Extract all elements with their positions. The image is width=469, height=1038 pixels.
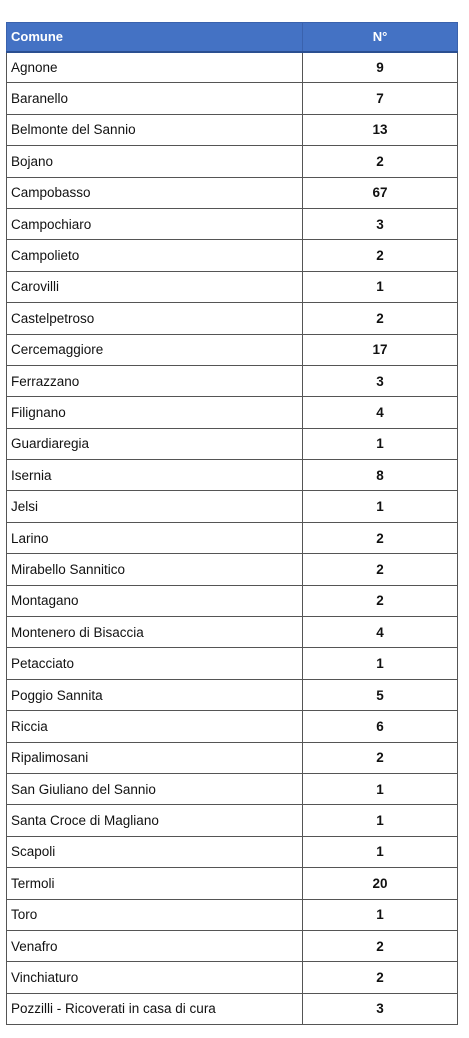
table-row [7,146,458,177]
cell-comune: Pozzilli - Ricoverati in casa di cura [7,993,303,1024]
cell-count: 2 [303,962,458,993]
table-row [7,962,458,993]
cell-comune: San Giuliano del Sannio [7,773,303,804]
cell-count: 2 [303,742,458,773]
cell-comune: Campolieto [7,240,303,271]
header-row [7,23,458,52]
cell-count: 3 [303,993,458,1024]
table-row [7,303,458,334]
cell-count: 4 [303,617,458,648]
cell-count: 5 [303,679,458,710]
cell-count: 2 [303,303,458,334]
table-row [7,836,458,867]
cell-comune: Filignano [7,397,303,428]
cell-count: 6 [303,711,458,742]
table-row [7,365,458,396]
table-row [7,334,458,365]
table-row [7,491,458,522]
table-row [7,554,458,585]
cell-comune: Montagano [7,585,303,616]
cell-count: 8 [303,460,458,491]
table-row [7,397,458,428]
cases-table-container [6,22,457,1025]
cell-count: 2 [303,585,458,616]
cell-count: 7 [303,83,458,114]
cell-comune: Montenero di Bisaccia [7,617,303,648]
table-row [7,617,458,648]
cell-count: 1 [303,271,458,302]
header-comune: Comune [7,23,303,52]
cell-comune: Isernia [7,460,303,491]
cell-count: 3 [303,365,458,396]
table-row [7,711,458,742]
table-row [7,648,458,679]
cell-count: 3 [303,208,458,239]
table-row [7,460,458,491]
cell-count: 2 [303,930,458,961]
cell-count: 1 [303,428,458,459]
table-row [7,930,458,961]
cell-comune: Vinchiaturo [7,962,303,993]
table-row [7,208,458,239]
cell-count: 1 [303,648,458,679]
cell-comune: Campobasso [7,177,303,208]
cases-by-comune-table [6,22,458,1025]
table-row [7,522,458,553]
cell-count: 2 [303,554,458,585]
cell-count: 1 [303,773,458,804]
table-row [7,742,458,773]
cell-comune: Riccia [7,711,303,742]
table-row [7,868,458,899]
cell-comune: Guardiaregia [7,428,303,459]
cell-count: 4 [303,397,458,428]
cell-comune: Termoli [7,868,303,899]
table-row [7,899,458,930]
table-row [7,271,458,302]
table-row [7,428,458,459]
header-numero: N° [303,23,458,52]
table-row [7,585,458,616]
cell-comune: Mirabello Sannitico [7,554,303,585]
cell-comune: Carovilli [7,271,303,302]
table-row [7,805,458,836]
table-row [7,177,458,208]
cell-comune: Campochiaro [7,208,303,239]
cell-count: 2 [303,146,458,177]
cell-comune: Scapoli [7,836,303,867]
cell-count: 1 [303,836,458,867]
cell-comune: Santa Croce di Magliano [7,805,303,836]
table-header [7,23,458,52]
cell-count: 1 [303,491,458,522]
cell-comune: Ferrazzano [7,365,303,396]
cell-count: 17 [303,334,458,365]
cell-comune: Ripalimosani [7,742,303,773]
table-body [7,52,458,1025]
table-row [7,52,458,83]
cell-comune: Bojano [7,146,303,177]
cell-comune: Poggio Sannita [7,679,303,710]
cell-count: 2 [303,522,458,553]
cell-count: 1 [303,805,458,836]
table-row [7,114,458,145]
cell-count: 20 [303,868,458,899]
cell-count: 13 [303,114,458,145]
cell-comune: Belmonte del Sannio [7,114,303,145]
cell-comune: Jelsi [7,491,303,522]
cell-comune: Petacciato [7,648,303,679]
table-row [7,993,458,1024]
cell-comune: Cercemaggiore [7,334,303,365]
cell-count: 1 [303,899,458,930]
table-row [7,679,458,710]
cell-count: 2 [303,240,458,271]
cell-comune: Castelpetroso [7,303,303,334]
table-row [7,240,458,271]
cell-comune: Agnone [7,52,303,83]
cell-count: 9 [303,52,458,83]
cell-comune: Toro [7,899,303,930]
cell-comune: Baranello [7,83,303,114]
table-row [7,83,458,114]
cell-comune: Venafro [7,930,303,961]
cell-comune: Larino [7,522,303,553]
cell-count: 67 [303,177,458,208]
table-row [7,773,458,804]
